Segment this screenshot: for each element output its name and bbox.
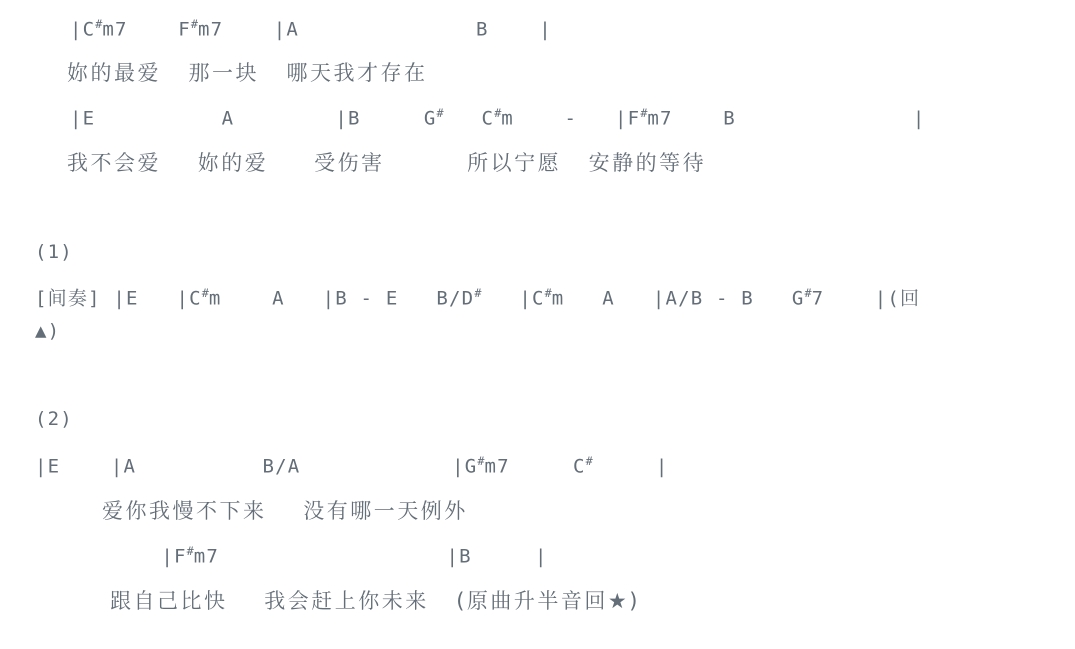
chord-line-3: [间奏] |E |C#m A |B - E B/D# |C#m A |A/B - B G#7 |(回: [35, 286, 921, 310]
section-marker-1: (1): [35, 241, 73, 263]
chord-line-2: |E A |B G# C#m - |F#m7 B |: [70, 106, 926, 130]
lyric-line-1: 妳的最爱 那一块 哪天我才存在: [67, 61, 428, 85]
lyric-line-2: 我不会爱 妳的爱 受伤害 所以宁愿 安静的等待: [67, 151, 707, 175]
chord-line-1: |C#m7 F#m7 |A B |: [70, 17, 552, 41]
section-marker-2: (2): [35, 408, 73, 430]
chord-line-4: |E |A B/A |G#m7 C# |: [35, 454, 669, 478]
chord-line-5: |F#m7 |B |: [35, 544, 548, 568]
chord-line-3-wrap: ▲): [35, 320, 61, 342]
lyric-line-4: 跟自己比快 我会赶上你未来 (原曲升半音回★): [110, 589, 640, 613]
lyric-line-3: 爱你我慢不下来 没有哪一天例外: [102, 499, 468, 523]
